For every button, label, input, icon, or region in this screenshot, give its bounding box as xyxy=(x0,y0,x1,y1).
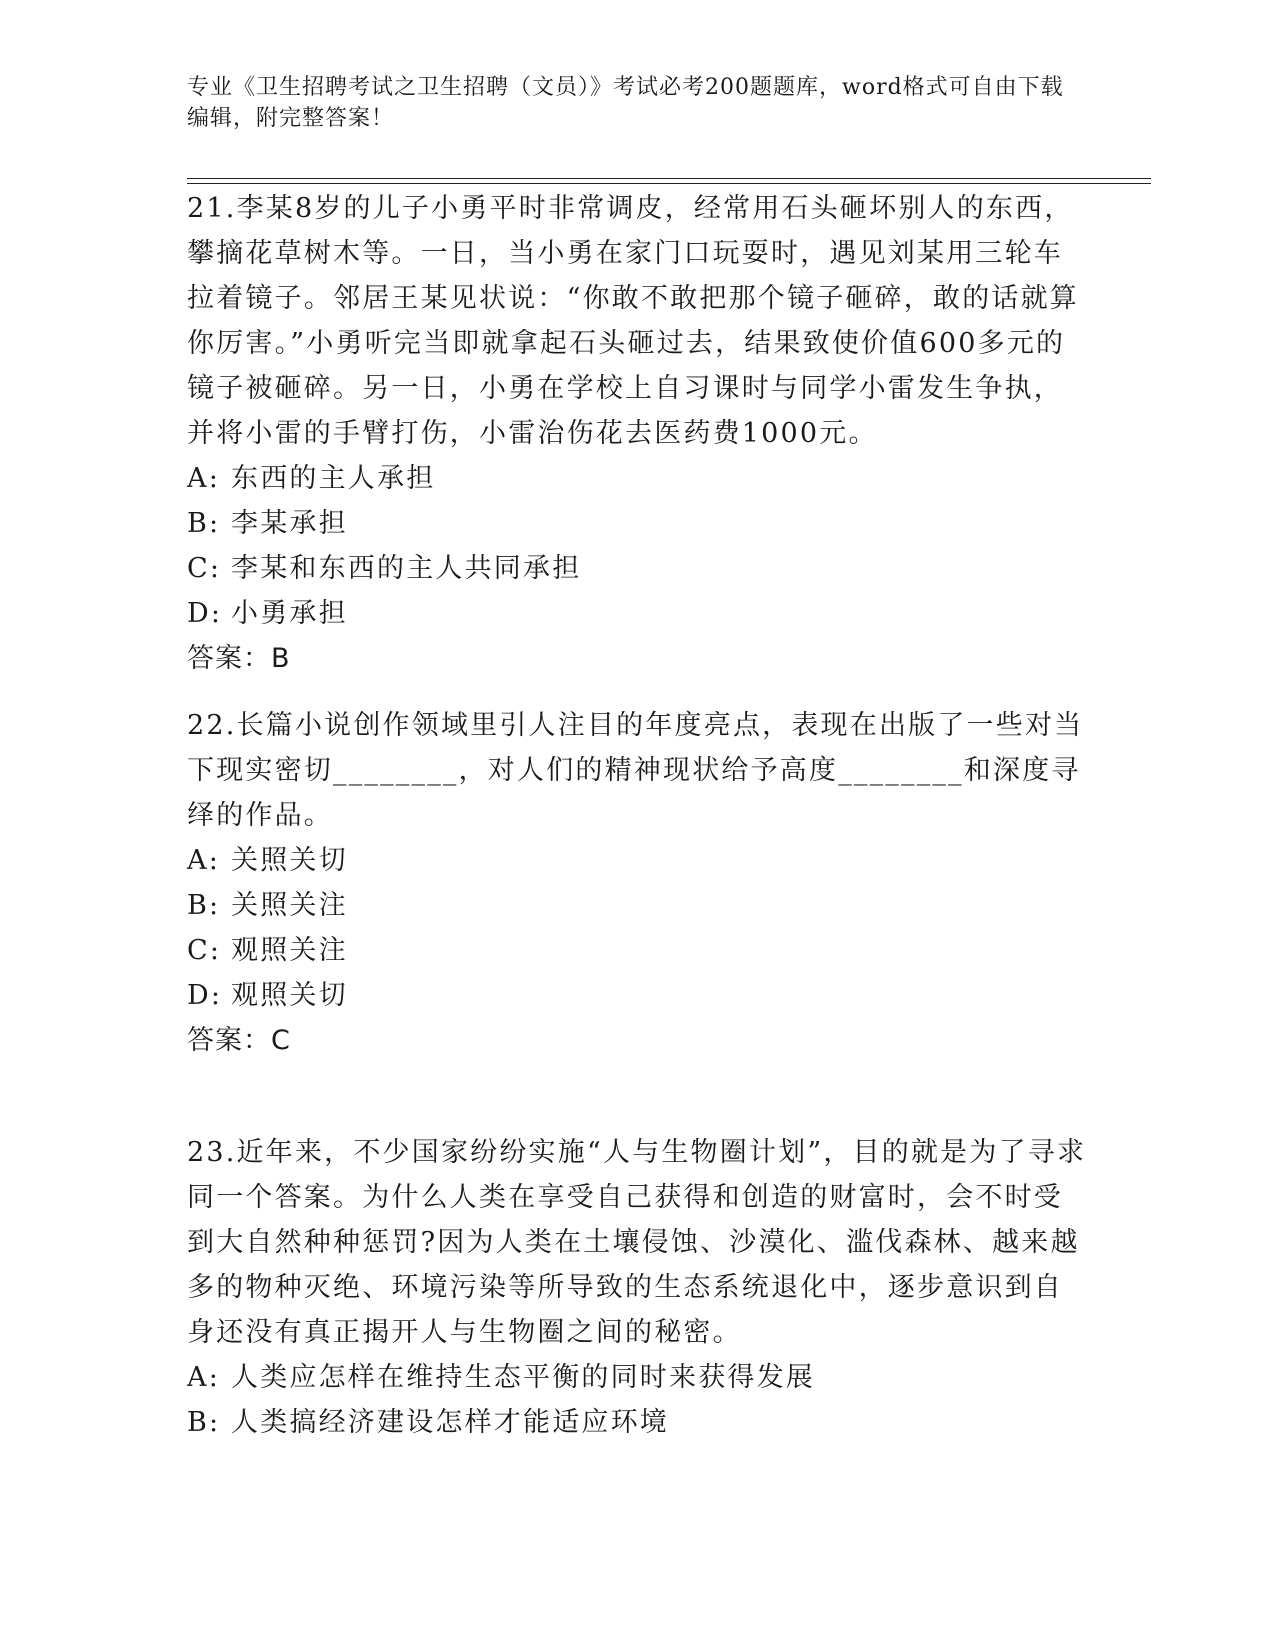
option-text: 东西的主人承担 xyxy=(231,463,436,494)
answer-label: 答案：B xyxy=(187,643,291,674)
option-text: 关照关注 xyxy=(231,890,348,921)
question-stem: 23.近年来，不少国家纷纷实施“人与生物圈计划”，目的就是为了寻求同一个答案。为什么人类在享受自己获得和创造的财富时，会不时受到大自然种种惩罚?因为人类在土壤侵蚀、沙漠化、滥伐森林、越来越多的物种灭绝、环境污染等所导致的生态系统退化中，逐步意识到自身还没有真正揭开人与生物圈之间的秘密。 xyxy=(187,1137,1087,1348)
option-key: B: xyxy=(187,890,221,921)
option-text: 观照关切 xyxy=(231,980,348,1011)
question-stem: 21.李某8岁的儿子小勇平时非常调皮，经常用石头砸坏别人的东西，攀摘花草树木等。一日，当小勇在家门口玩耍时，遇见刘某用三轮车拉着镜子。邻居王某见状说：“你敢不敢把那个镜子砸碎，敢的话就算你厉害。”小勇听完当即就拿起石头砸过去，结果致使价值600多元的镜子被砸碎。另一日，小勇在学校上自习课时与同学小雷发生争执，并将小雷的手臂打伤，小雷治伤花去医药费1000元。 xyxy=(187,193,1080,449)
answer-label: 答案：C xyxy=(187,1025,291,1056)
option-key: B: xyxy=(187,1407,221,1438)
option-d xyxy=(187,973,1087,1018)
option-key: C: xyxy=(187,553,222,584)
option-text: 小勇承担 xyxy=(231,598,348,629)
option-b xyxy=(187,883,1087,928)
question-22 xyxy=(187,703,1087,1063)
option-key: A: xyxy=(187,1362,220,1393)
option-text: 李某承担 xyxy=(231,508,348,539)
option-b xyxy=(187,1400,1087,1445)
option-text: 关照关切 xyxy=(231,845,348,876)
option-key: A: xyxy=(187,463,220,494)
option-c xyxy=(187,928,1087,973)
question-21 xyxy=(187,186,1087,681)
option-text: 人类应怎样在维持生态平衡的同时来获得发展 xyxy=(231,1362,815,1393)
question-stem: 22.长篇小说创作领域里引人注目的年度亮点，表现在出版了一些对当下现实密切________，对人们的精神现状给予高度________和深度寻绎的作品。 xyxy=(187,710,1084,831)
question-23 xyxy=(187,1130,1087,1445)
option-text: 人类搞经济建设怎样才能适应环境 xyxy=(231,1407,669,1438)
option-a xyxy=(187,456,1087,501)
option-a xyxy=(187,838,1087,883)
option-d xyxy=(187,591,1087,636)
header-divider-top xyxy=(187,178,1151,179)
option-a xyxy=(187,1355,1087,1400)
document-header: 专业《卫生招聘考试之卫生招聘（文员）》考试必考200题题库，word格式可自由下载编辑，附完整答案！ xyxy=(187,75,1064,131)
option-key: D: xyxy=(187,980,223,1011)
option-text: 观照关注 xyxy=(231,935,348,966)
option-b xyxy=(187,501,1087,546)
option-key: C: xyxy=(187,935,222,966)
option-key: D: xyxy=(187,598,223,629)
option-c xyxy=(187,546,1087,591)
header-divider-bottom xyxy=(187,183,1151,184)
option-key: A: xyxy=(187,845,220,876)
option-key: B: xyxy=(187,508,221,539)
option-text: 李某和东西的主人共同承担 xyxy=(231,553,582,584)
